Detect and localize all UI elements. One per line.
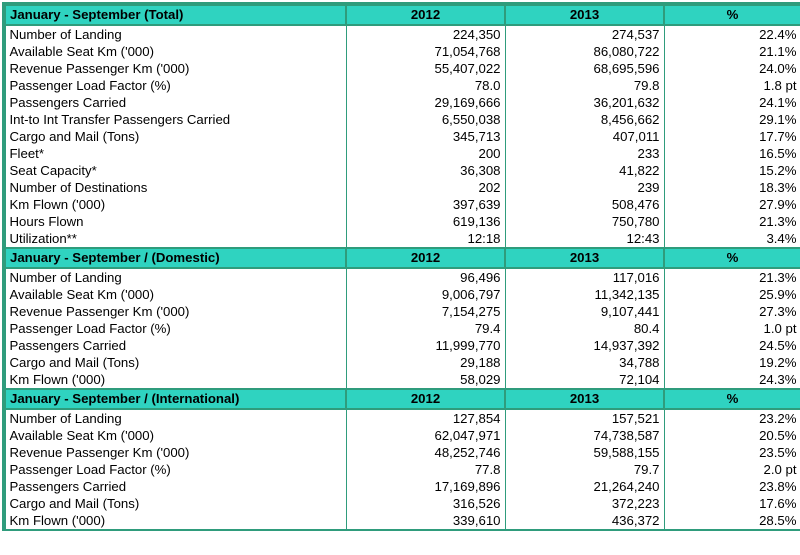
- column-header-2012: 2012: [346, 5, 505, 25]
- percent-change: 19.2%: [664, 354, 800, 371]
- metric-label: Revenue Passenger Km ('000): [5, 303, 346, 320]
- value-2012: 11,999,770: [346, 337, 505, 354]
- value-2012: 202: [346, 179, 505, 196]
- table-row: [5, 179, 800, 196]
- percent-change: 20.5%: [664, 427, 800, 444]
- value-2012: 58,029: [346, 371, 505, 389]
- percent-change: 22.4%: [664, 25, 800, 43]
- table-body: [5, 5, 800, 529]
- value-2013: 68,695,596: [505, 60, 664, 77]
- percent-change: 24.5%: [664, 337, 800, 354]
- percent-change: 17.6%: [664, 495, 800, 512]
- table-row: [5, 427, 800, 444]
- value-2013: 34,788: [505, 354, 664, 371]
- metric-label: Km Flown ('000): [5, 512, 346, 529]
- table-row: [5, 43, 800, 60]
- percent-change: 24.3%: [664, 371, 800, 389]
- value-2013: 12:43: [505, 230, 664, 248]
- metric-label: Hours Flown: [5, 213, 346, 230]
- metric-label: Km Flown ('000): [5, 371, 346, 389]
- table-row: [5, 230, 800, 248]
- value-2013: 239: [505, 179, 664, 196]
- percent-change: 27.3%: [664, 303, 800, 320]
- percent-change: 1.8 pt: [664, 77, 800, 94]
- percent-change: 25.9%: [664, 286, 800, 303]
- metric-label: Passengers Carried: [5, 94, 346, 111]
- metric-label: Passenger Load Factor (%): [5, 320, 346, 337]
- table-row: [5, 320, 800, 337]
- metric-label: Passengers Carried: [5, 478, 346, 495]
- table-row: [5, 512, 800, 529]
- table-row: [5, 94, 800, 111]
- table-row: [5, 77, 800, 94]
- value-2012: 71,054,768: [346, 43, 505, 60]
- percent-change: 29.1%: [664, 111, 800, 128]
- percent-change: 28.5%: [664, 512, 800, 529]
- section-header: [5, 248, 800, 268]
- metric-label: Revenue Passenger Km ('000): [5, 444, 346, 461]
- metric-label: Number of Landing: [5, 25, 346, 43]
- table-row: [5, 303, 800, 320]
- table-row: [5, 268, 800, 286]
- table-row: [5, 286, 800, 303]
- table-row: [5, 337, 800, 354]
- value-2013: 79.8: [505, 77, 664, 94]
- table-row: [5, 128, 800, 145]
- value-2012: 7,154,275: [346, 303, 505, 320]
- traffic-statistics-sheet: [2, 2, 800, 531]
- metric-label: Available Seat Km ('000): [5, 286, 346, 303]
- table-row: [5, 60, 800, 77]
- table-row: [5, 162, 800, 179]
- table-row: [5, 354, 800, 371]
- value-2012: 345,713: [346, 128, 505, 145]
- column-header-2012: 2012: [346, 248, 505, 268]
- table-row: [5, 196, 800, 213]
- percent-change: 21.3%: [664, 213, 800, 230]
- metric-label: Revenue Passenger Km ('000): [5, 60, 346, 77]
- column-header-2013: 2013: [505, 5, 664, 25]
- value-2013: 36,201,632: [505, 94, 664, 111]
- value-2012: 78.0: [346, 77, 505, 94]
- table-row: [5, 25, 800, 43]
- value-2013: 233: [505, 145, 664, 162]
- value-2012: 127,854: [346, 409, 505, 427]
- metric-label: Passengers Carried: [5, 337, 346, 354]
- value-2012: 48,252,746: [346, 444, 505, 461]
- percent-change: 21.1%: [664, 43, 800, 60]
- traffic-statistics-table: [4, 4, 800, 529]
- percent-change: 17.7%: [664, 128, 800, 145]
- metric-label: Number of Landing: [5, 409, 346, 427]
- value-2013: 407,011: [505, 128, 664, 145]
- percent-change: 18.3%: [664, 179, 800, 196]
- value-2012: 619,136: [346, 213, 505, 230]
- value-2013: 59,588,155: [505, 444, 664, 461]
- table-row: [5, 409, 800, 427]
- column-header-percent: %: [664, 5, 800, 25]
- value-2013: 274,537: [505, 25, 664, 43]
- percent-change: 2.0 pt: [664, 461, 800, 478]
- metric-label: Passenger Load Factor (%): [5, 77, 346, 94]
- table-row: [5, 371, 800, 389]
- table-row: [5, 213, 800, 230]
- metric-label: Seat Capacity*: [5, 162, 346, 179]
- value-2012: 55,407,022: [346, 60, 505, 77]
- percent-change: 21.3%: [664, 268, 800, 286]
- value-2012: 224,350: [346, 25, 505, 43]
- section-title: January - September / (Domestic): [5, 248, 346, 268]
- percent-change: 23.8%: [664, 478, 800, 495]
- value-2012: 62,047,971: [346, 427, 505, 444]
- value-2012: 36,308: [346, 162, 505, 179]
- value-2013: 750,780: [505, 213, 664, 230]
- value-2013: 117,016: [505, 268, 664, 286]
- column-header-2013: 2013: [505, 248, 664, 268]
- value-2013: 157,521: [505, 409, 664, 427]
- value-2013: 80.4: [505, 320, 664, 337]
- value-2013: 8,456,662: [505, 111, 664, 128]
- section-header: [5, 389, 800, 409]
- metric-label: Cargo and Mail (Tons): [5, 495, 346, 512]
- percent-change: 15.2%: [664, 162, 800, 179]
- value-2013: 9,107,441: [505, 303, 664, 320]
- value-2013: 72,104: [505, 371, 664, 389]
- value-2012: 12:18: [346, 230, 505, 248]
- value-2012: 6,550,038: [346, 111, 505, 128]
- section-title: January - September / (International): [5, 389, 346, 409]
- value-2013: 74,738,587: [505, 427, 664, 444]
- percent-change: 16.5%: [664, 145, 800, 162]
- metric-label: Number of Destinations: [5, 179, 346, 196]
- value-2012: 17,169,896: [346, 478, 505, 495]
- column-header-2012: 2012: [346, 389, 505, 409]
- value-2013: 41,822: [505, 162, 664, 179]
- table-row: [5, 495, 800, 512]
- value-2012: 397,639: [346, 196, 505, 213]
- metric-label: Available Seat Km ('000): [5, 43, 346, 60]
- percent-change: 3.4%: [664, 230, 800, 248]
- table-row: [5, 461, 800, 478]
- value-2013: 508,476: [505, 196, 664, 213]
- column-header-percent: %: [664, 389, 800, 409]
- value-2012: 9,006,797: [346, 286, 505, 303]
- table-row: [5, 444, 800, 461]
- value-2012: 79.4: [346, 320, 505, 337]
- value-2012: 29,188: [346, 354, 505, 371]
- value-2013: 21,264,240: [505, 478, 664, 495]
- value-2013: 11,342,135: [505, 286, 664, 303]
- table-row: [5, 478, 800, 495]
- metric-label: Fleet*: [5, 145, 346, 162]
- table-row: [5, 145, 800, 162]
- metric-label: Utilization**: [5, 230, 346, 248]
- percent-change: 24.0%: [664, 60, 800, 77]
- metric-label: Cargo and Mail (Tons): [5, 354, 346, 371]
- value-2012: 339,610: [346, 512, 505, 529]
- section-header: [5, 5, 800, 25]
- column-header-2013: 2013: [505, 389, 664, 409]
- metric-label: Passenger Load Factor (%): [5, 461, 346, 478]
- percent-change: 27.9%: [664, 196, 800, 213]
- value-2013: 436,372: [505, 512, 664, 529]
- percent-change: 23.5%: [664, 444, 800, 461]
- value-2012: 77.8: [346, 461, 505, 478]
- section-title: January - September (Total): [5, 5, 346, 25]
- metric-label: Km Flown ('000): [5, 196, 346, 213]
- column-header-percent: %: [664, 248, 800, 268]
- percent-change: 1.0 pt: [664, 320, 800, 337]
- value-2013: 79.7: [505, 461, 664, 478]
- metric-label: Number of Landing: [5, 268, 346, 286]
- metric-label: Cargo and Mail (Tons): [5, 128, 346, 145]
- value-2012: 96,496: [346, 268, 505, 286]
- percent-change: 23.2%: [664, 409, 800, 427]
- value-2012: 316,526: [346, 495, 505, 512]
- value-2013: 86,080,722: [505, 43, 664, 60]
- metric-label: Int-to Int Transfer Passengers Carried: [5, 111, 346, 128]
- percent-change: 24.1%: [664, 94, 800, 111]
- value-2013: 14,937,392: [505, 337, 664, 354]
- value-2013: 372,223: [505, 495, 664, 512]
- metric-label: Available Seat Km ('000): [5, 427, 346, 444]
- value-2012: 200: [346, 145, 505, 162]
- table-row: [5, 111, 800, 128]
- value-2012: 29,169,666: [346, 94, 505, 111]
